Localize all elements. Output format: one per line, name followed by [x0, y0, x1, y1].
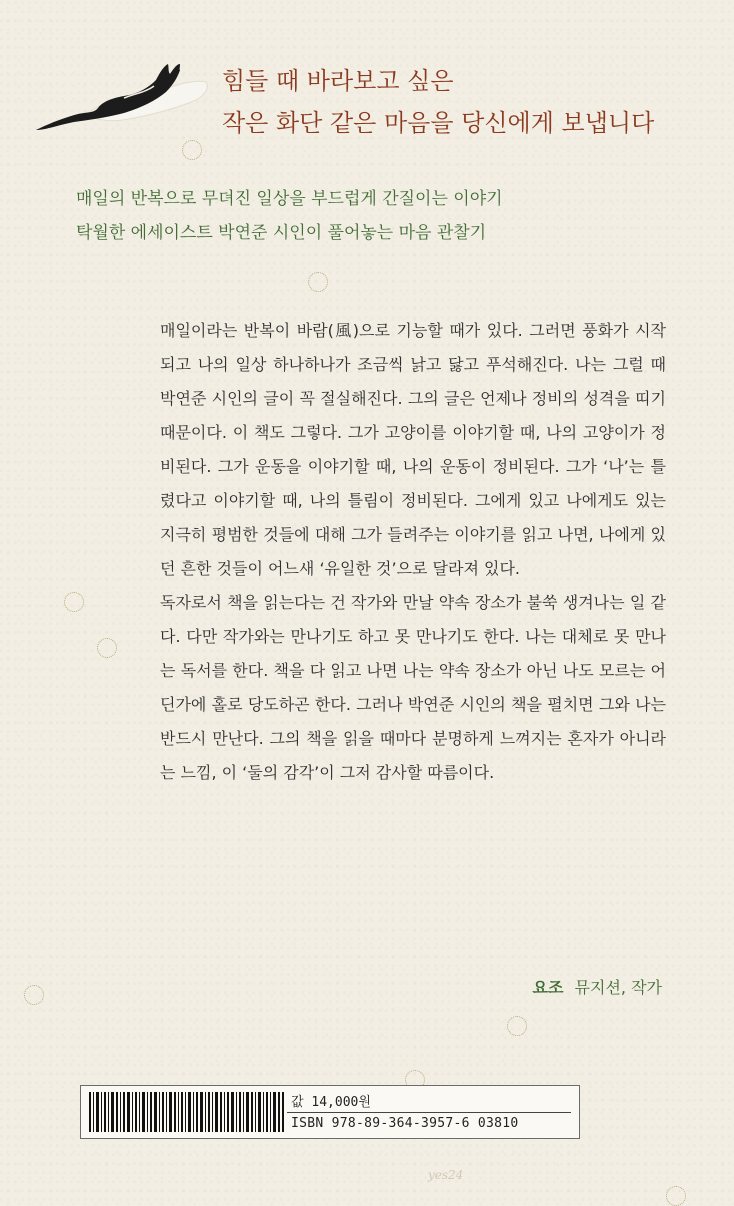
- headline-line-1: 힘들 때 바라보고 싶은: [222, 67, 454, 95]
- barcode-divider: [287, 1112, 571, 1113]
- body-paragraph-2: 독자로서 책을 읽는다는 건 작가와 만날 약속 장소가 불쑥 생겨나는 일 같다. 다만 작가와는 만나기도 하고 못 만나기도 한다. 나는 대체로 못 만나는 독서를 한다. 책을 다 읽고 나면 나는 약속 장소가 아닌 나도 모르는 어딘가에 홀로 당도하곤 한다. 그러나 박연준 시인의 책을 펼치면 그와 나는 반드시 만난다. 그의 책을 읽을 때마다 분명하게 느껴지는 혼자가 아니라는 느낌, 이 ‘둘의 감각’이 그저 감사할 따름이다.: [160, 593, 666, 782]
- dot-circle-ornament: [97, 638, 117, 658]
- barcode-box: [80, 1085, 580, 1139]
- intro-line-2: 탁월한 에세이스트 박연준 시인이 풀어놓는 마음 관찰기: [76, 223, 487, 243]
- isbn-label: ISBN 978-89-364-3957-6 03810: [291, 1116, 519, 1131]
- dot-circle-ornament: [182, 140, 202, 160]
- barcode-graphic: [89, 1092, 285, 1132]
- body-text: [160, 314, 666, 790]
- intro-line-1: 매일의 반복으로 무뎌진 일상을 부드럽게 간질이는 이야기: [76, 189, 503, 209]
- dot-circle-ornament: [666, 1186, 686, 1206]
- dot-circle-ornament: [64, 592, 84, 612]
- headline: [222, 60, 654, 144]
- author-role: 뮤지션, 작가: [574, 978, 662, 997]
- dot-circle-ornament: [24, 985, 44, 1005]
- author-credit: [533, 975, 662, 998]
- author-name: 요조: [532, 978, 564, 997]
- headline-line-2: 작은 화단 같은 마음을 당신에게 보냅니다: [222, 109, 655, 137]
- dot-circle-ornament: [507, 1016, 527, 1036]
- cat-illustration: [28, 58, 218, 148]
- body-paragraph-1: 매일이라는 반복이 바람(風)으로 기능할 때가 있다. 그러면 풍화가 시작되고 나의 일상 하나하나가 조금씩 낡고 닳고 푸석해진다. 나는 그럴 때 박연준 시인의 글이 꼭 절실해진다. 그의 글은 언제나 정비의 성격을 띠기 때문이다. 이 책도 그렇다. 그가 고양이를 이야기할 때, 나의 고양이가 정비된다. 그가 운동을 이야기할 때, 나의 운동이 정비된다. 그가 ‘나’는 틀렸다고 이야기할 때, 나의 틀림이 정비된다. 그에게 있고 나에게도 있는 지극히 평범한 것들에 대해 그가 들려주는 이야기를 읽고 나면, 나에게 있던 흔한 것들이 어느새 ‘유일한 것’으로 달라져 있다.: [160, 321, 666, 578]
- intro: [76, 182, 503, 250]
- dot-circle-ornament: [308, 272, 328, 292]
- watermark: yes24: [428, 1168, 464, 1182]
- price-label: 값 14,000원: [291, 1095, 371, 1110]
